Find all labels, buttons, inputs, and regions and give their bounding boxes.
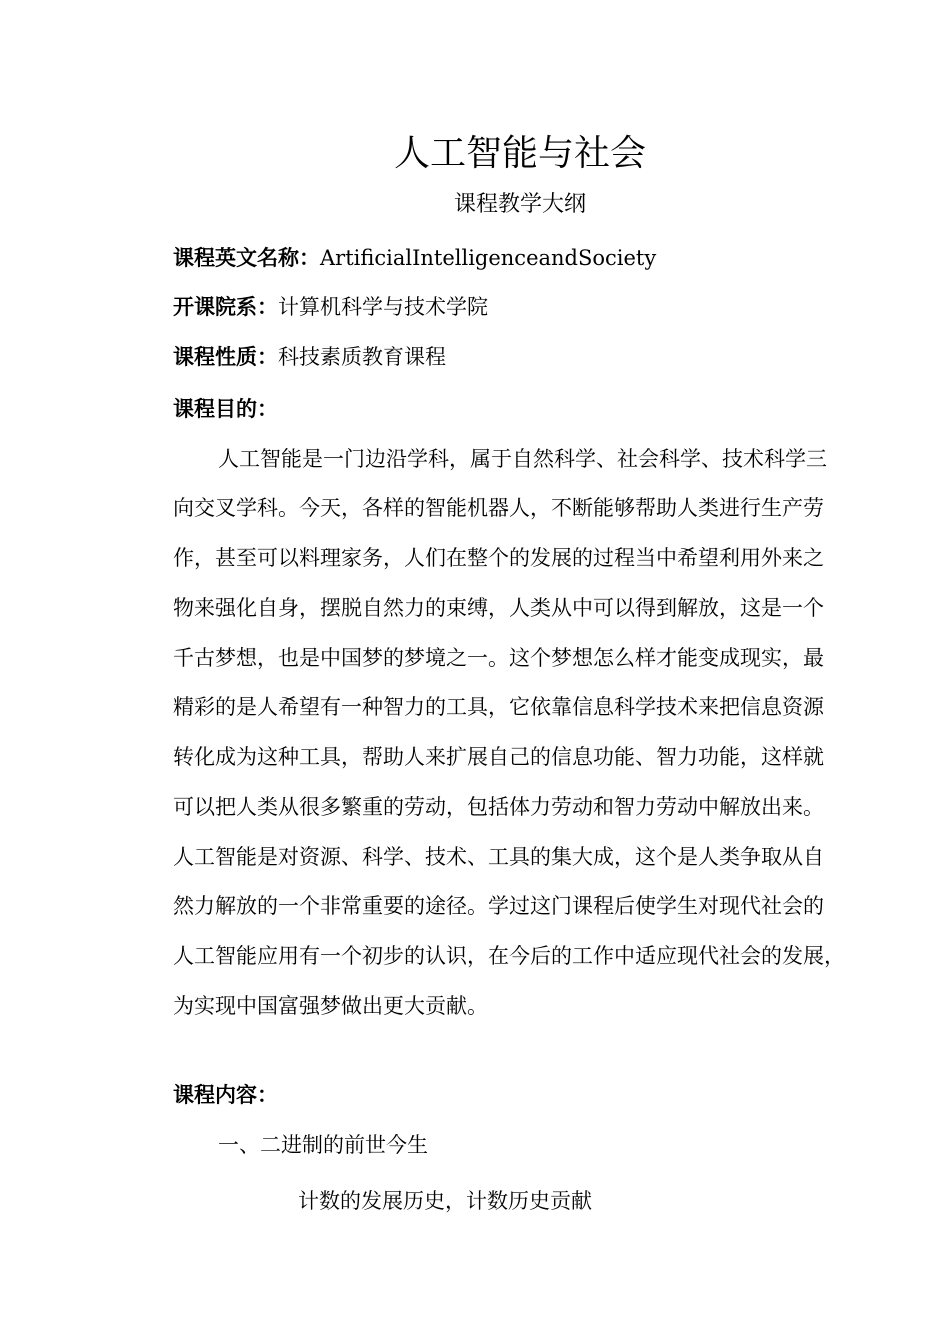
purpose-line: 作，甚至可以料理家务，人们在整个的发展的过程当中希望利用外来之 — [173, 546, 824, 570]
purpose-line: 精彩的是人希望有一种智力的工具，它依靠信息科学技术来把信息资源 — [173, 695, 824, 719]
purpose-line: 然力解放的一个非常重要的途径。学过这门课程后使学生对现代社会的 — [173, 894, 824, 918]
purpose-line: 人工智能是一门边沿学科，属于自然科学、社会科学、技术科学三 — [218, 447, 827, 471]
english-name-value: ArtificialIntelligenceandSociety — [320, 246, 657, 270]
department-field — [173, 292, 488, 322]
purpose-line: 人工智能是对资源、科学、技术、工具的集大成，这个是人类争取从自 — [173, 845, 824, 869]
course-nature-field — [173, 342, 446, 372]
english-name-field — [173, 243, 656, 273]
purpose-line: 向交叉学科。今天，各样的智能机器人，不断能够帮助人类进行生产劳 — [173, 496, 824, 520]
department-value: 计算机科学与技术学院 — [278, 295, 488, 319]
course-purpose-label: 课程目的： — [173, 397, 278, 421]
purpose-line: 物来强化自身，摆脱自然力的束缚，人类从中可以得到解放，这是一个 — [173, 596, 824, 620]
department-label: 开课院系： — [173, 295, 278, 319]
document-title: 人工智能与社会 — [393, 133, 646, 174]
course-content-field — [173, 1080, 278, 1110]
purpose-line: 可以把人类从很多繁重的劳动，包括体力劳动和智力劳动中解放出来。 — [173, 795, 824, 819]
content-item-detail: 计数的发展历史，计数历史贡献 — [298, 1189, 592, 1213]
course-purpose-field — [173, 394, 278, 424]
purpose-line: 千古梦想，也是中国梦的梦境之一。这个梦想怎么样才能变成现实，最 — [173, 646, 824, 670]
english-name-label: 课程英文名称： — [173, 246, 320, 270]
course-nature-label: 课程性质： — [173, 345, 278, 369]
purpose-line: 为实现中国富强梦做出更大贡献。 — [173, 994, 488, 1018]
content-item-heading: 一、二进制的前世今生 — [218, 1133, 428, 1157]
purpose-line: 人工智能应用有一个初步的认识，在今后的工作中适应现代社会的发展， — [173, 944, 845, 968]
document-subtitle: 课程教学大纲 — [453, 192, 586, 217]
course-nature-value: 科技素质教育课程 — [278, 345, 446, 369]
course-content-label: 课程内容： — [173, 1083, 278, 1107]
purpose-line: 转化成为这种工具，帮助人来扩展自己的信息功能、智力功能，这样就 — [173, 745, 824, 769]
